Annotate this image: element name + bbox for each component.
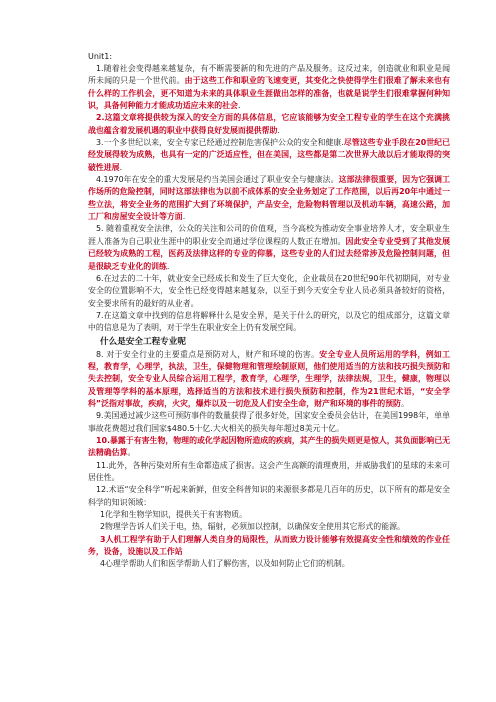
list-item <box>88 558 450 570</box>
list-item <box>88 521 450 533</box>
body-text: . <box>182 212 186 222</box>
body-text: . <box>119 162 123 172</box>
body-text: 4.1970年在安全的重大发展是约当美国会通过了职业安全与健康法。 <box>96 175 339 185</box>
paragraph <box>88 273 450 310</box>
paragraph <box>88 410 450 435</box>
body-text: 。 <box>127 448 136 458</box>
paragraph <box>88 460 450 485</box>
body-text: 9.美国通过减少这些可预防事件的数量获得了很多好处，国家安全委员会估计，在美国1998年，单单事故花费超过我们国家$480.5十亿.大火相关的损失每年超过8美元十亿。 <box>88 411 450 433</box>
paragraph-group-intro <box>88 63 450 335</box>
body-text: 5. 随着重视安全法律，公众的关注和公司的价值观，当今高校为推动安全事业培养人才，安全职业生涯人准备为自己职业生涯中的职业安全而通过学位课程的人数正在增加。 <box>88 224 450 246</box>
body-text: . <box>237 101 241 111</box>
body-text: 7.在这篇文章中找到的信息将解释什么是安全界，是关于什么的研究，以及它的组成部分，这篇文章中的信息是为了表明，对于学生在职业安全上仍有发展空间。 <box>88 310 450 333</box>
body-text: 11.此外，各种污染对所有生命都造成了损害。这会产生高额的清理费用，并威胁我们的星球的未来可居住性。 <box>88 460 450 482</box>
body-text: 6.在过去的二十年，就业安全已经成长和发生了巨大变化，企业裁员在20世纪90年代初期间，对专业安全的位置影响不大，安全性已经变得越来越复杂，以至于到今天安全专业人员必须具备较好的资格，安全要求所有的最好的从业者。 <box>88 273 450 308</box>
body-text: 8. 对于安全行业的主要重点是预防对人，财产和环境的伤害。 <box>96 349 320 359</box>
highlighted-text: 这部法律很重要，因为它强调工作场所的危险控制，同时这部法律也为以前不成体系的安全业务划定了工作范围，以后再20年中通过一些立法，将安全业务的范围扩大到了环境保护，产品安全，危险物料管理以及机动车辆，高速公路，加工厂和房屋安全设计等方面 <box>88 175 450 222</box>
highlighted-text: 2.这篇文章将提供较为深入的安全方面的具体信息，它应该能够为安全工程专业的学生在这个充满挑战也蕴含着发展机遇的职业中获得良好发展而提供帮助 <box>88 113 450 135</box>
body-text: 4心理学帮助人们和医学帮助人们了解伤害，以及如何防止它们的机制。 <box>100 559 350 569</box>
highlighted-text: 因此安全专业受到了其他发展已经较为成熟的工程，医药及法律这样的专业的仰慕，这些专业的人们过去经常涉及危险控制问题，但是很缺乏专业化的训练 <box>88 236 450 271</box>
body-text: 2物理学告诉人们关于电，热，辐射，必须加以控制，以确保安全使用其它形式的能源。 <box>100 522 405 532</box>
highlighted-text: 3人机工程学有助于人们理解人类自身的局限性，从而致力设计能够有效提高安全性和绩效的作业任务，设备，设施以及工作站 <box>88 534 450 557</box>
paragraph <box>88 174 450 223</box>
paragraph <box>88 310 450 335</box>
body-text: 12.术语“安全科学”听起来新鲜，但安全科普知识的来源很多都是几百年的历史，以下所有的都是安全科学的知识领域： <box>88 485 450 507</box>
paragraph <box>88 484 450 509</box>
list-item <box>88 509 450 521</box>
unit-title: Unit1: <box>88 52 113 61</box>
highlighted-text: 尽管这些专业手段在20世纪已经发展得较为成熟，也具有一定的广泛适应性，但在美国，这些都是第二次世界大战以后才能取得的突破性进展 <box>88 138 450 172</box>
paragraph <box>88 63 450 112</box>
paragraph <box>88 137 450 174</box>
body-text: 1.随着社会变得越来越复杂，有不断需要新的和先进的产品及服务。这反过来，创造就业和职业是闻所未闻的只是一个世代前。 <box>88 64 450 86</box>
section-title: 什么是安全工程专业呢 <box>100 336 186 347</box>
body-text: 3.一个多世纪以来，安全专家已经通过控制危害保护公众的安全和健康. <box>96 138 344 148</box>
paragraph-group-definition <box>88 349 450 509</box>
highlighted-text: 10.暴露于有害生物，物理的或化学起因物所造成的疾病，其产生的损失则更是惊人，其负面影响已无法精确估算 <box>88 435 450 458</box>
body-text: 。 <box>400 398 409 408</box>
paragraph <box>88 223 450 272</box>
knowledge-list <box>88 509 450 571</box>
body-text: . <box>166 261 170 271</box>
paragraph <box>88 435 450 460</box>
highlighted-text: 由于这些工作和职业的飞速变更，其变化之快使得学生们很难了解未来也有什么样的工作机会，更不知道为未来的具体职业生涯做出怎样的准备，也就是说学生们很难掌握何种知识，具备何种能力才能成功适应未来的社会 <box>88 76 450 111</box>
list-item <box>88 534 450 559</box>
body-text: . <box>277 125 280 135</box>
paragraph <box>88 112 450 137</box>
body-text: 1化学和生物学知识，提供关于有害物质。 <box>100 510 248 520</box>
highlighted-text: 安全专业人员所运用的学科，例如工程，教育学，心理学，执法，卫生，保健物理和管理绘制原则，他们使用适当的方法和技巧损失预防和失去控制，安全专业人员综合运用工程学，教育学，心理学，生理学，法律法规，卫生，健康，物理以及管理等学科的基本原理，选择适当的方法和技术进行损失预防和控制，作为21世纪术语，“安全学科”泛指对事故，疾病，火灾，爆炸以及一切危及人们安全生命，财产和环境的事件的预防 <box>88 349 450 408</box>
paragraph <box>88 349 450 411</box>
